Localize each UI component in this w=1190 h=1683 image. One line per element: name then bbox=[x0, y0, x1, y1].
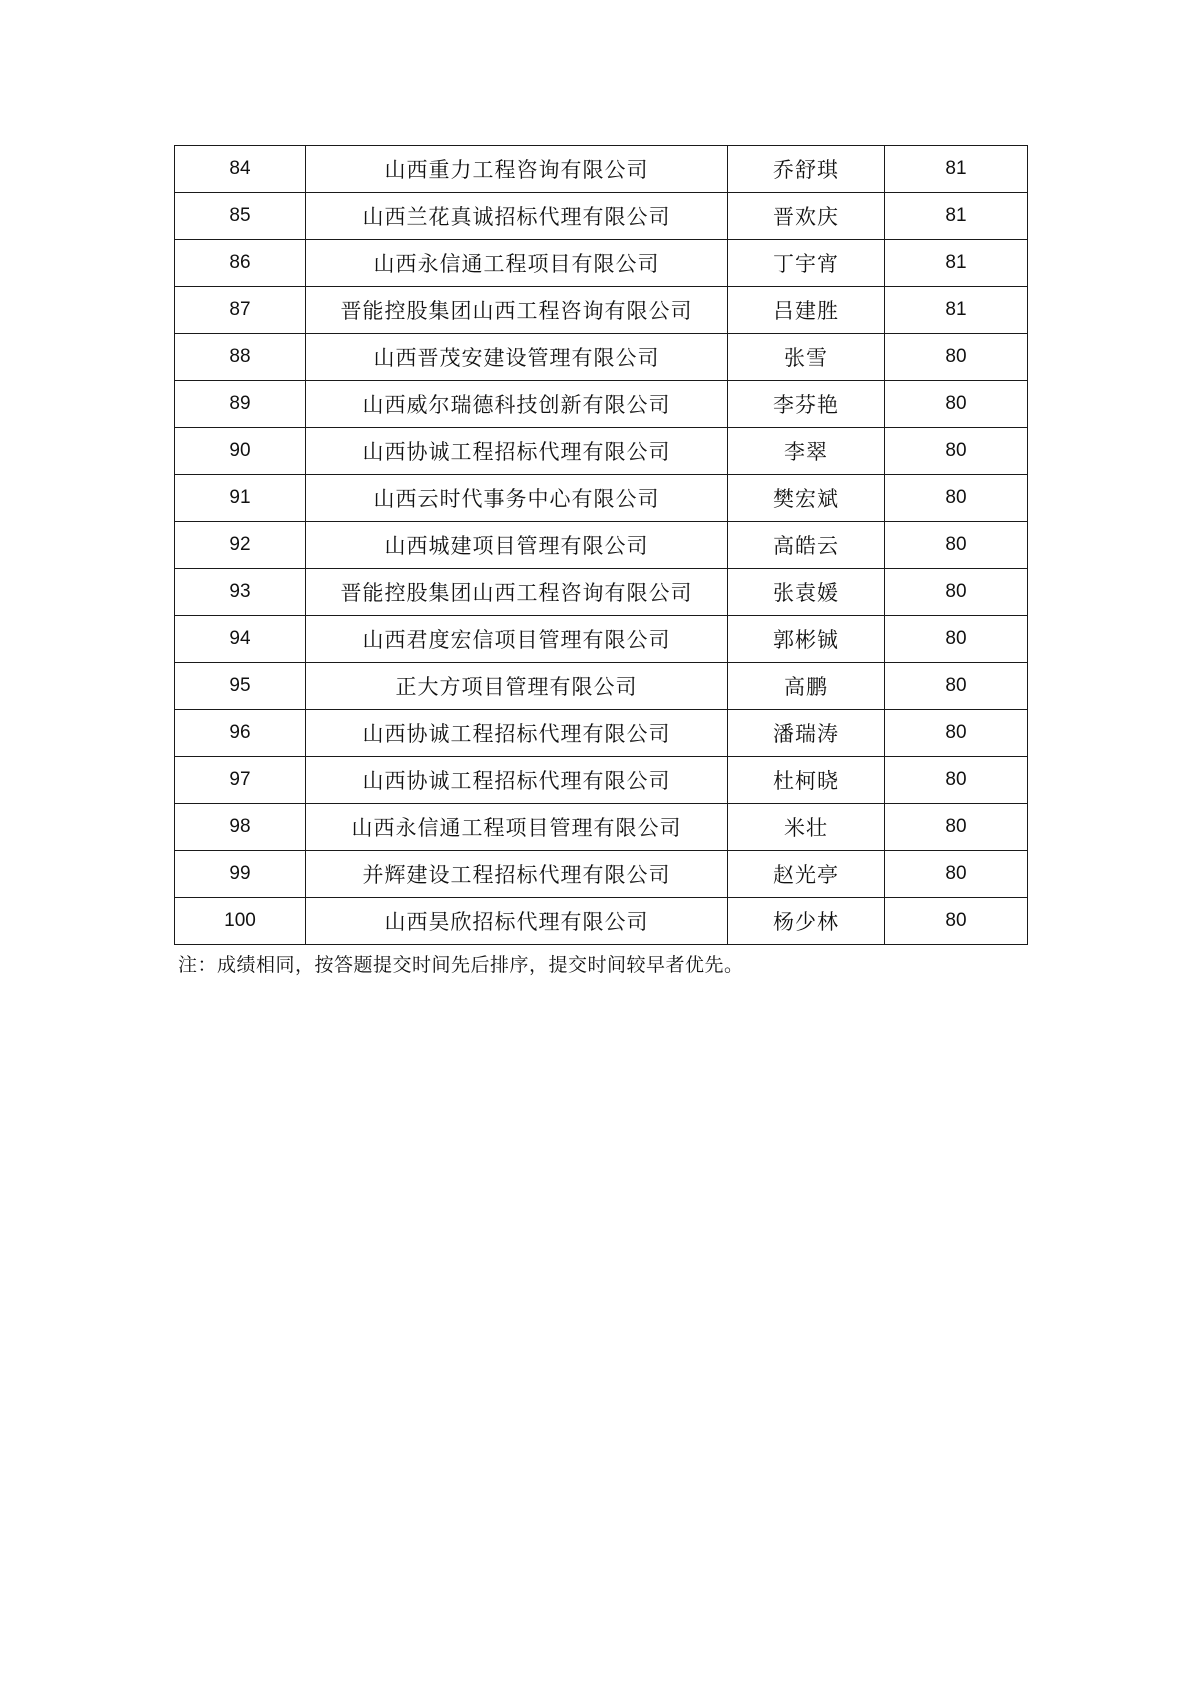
table-row bbox=[175, 851, 1028, 898]
score-cell: 80 bbox=[885, 898, 1028, 945]
score-cell: 81 bbox=[885, 240, 1028, 287]
rank-cell: 90 bbox=[175, 428, 306, 475]
table-row bbox=[175, 334, 1028, 381]
table-row bbox=[175, 710, 1028, 757]
results-table bbox=[174, 145, 1028, 945]
name-cell: 杜柯晓 bbox=[728, 757, 885, 804]
table-row bbox=[175, 616, 1028, 663]
name-cell: 丁宇宵 bbox=[728, 240, 885, 287]
rank-cell: 87 bbox=[175, 287, 306, 334]
rank-cell: 96 bbox=[175, 710, 306, 757]
rank-cell: 100 bbox=[175, 898, 306, 945]
company-cell: 山西云时代事务中心有限公司 bbox=[306, 475, 728, 522]
company-cell: 山西兰花真诚招标代理有限公司 bbox=[306, 193, 728, 240]
rank-cell: 89 bbox=[175, 381, 306, 428]
score-cell: 80 bbox=[885, 710, 1028, 757]
table-row bbox=[175, 569, 1028, 616]
name-cell: 乔舒琪 bbox=[728, 146, 885, 193]
name-cell: 张雪 bbox=[728, 334, 885, 381]
company-cell: 山西城建项目管理有限公司 bbox=[306, 522, 728, 569]
company-cell: 晋能控股集团山西工程咨询有限公司 bbox=[306, 287, 728, 334]
name-cell: 杨少林 bbox=[728, 898, 885, 945]
company-cell: 山西君度宏信项目管理有限公司 bbox=[306, 616, 728, 663]
name-cell: 郭彬铖 bbox=[728, 616, 885, 663]
name-cell: 高皓云 bbox=[728, 522, 885, 569]
table-row bbox=[175, 381, 1028, 428]
rank-cell: 84 bbox=[175, 146, 306, 193]
company-cell: 山西晋茂安建设管理有限公司 bbox=[306, 334, 728, 381]
table-row bbox=[175, 804, 1028, 851]
rank-cell: 86 bbox=[175, 240, 306, 287]
company-cell: 山西协诚工程招标代理有限公司 bbox=[306, 710, 728, 757]
rank-cell: 98 bbox=[175, 804, 306, 851]
rank-cell: 99 bbox=[175, 851, 306, 898]
score-cell: 80 bbox=[885, 334, 1028, 381]
company-cell: 山西协诚工程招标代理有限公司 bbox=[306, 757, 728, 804]
table-row bbox=[175, 193, 1028, 240]
company-cell: 山西协诚工程招标代理有限公司 bbox=[306, 428, 728, 475]
name-cell: 吕建胜 bbox=[728, 287, 885, 334]
name-cell: 米壮 bbox=[728, 804, 885, 851]
name-cell: 李芬艳 bbox=[728, 381, 885, 428]
rank-cell: 85 bbox=[175, 193, 306, 240]
score-cell: 80 bbox=[885, 663, 1028, 710]
score-cell: 81 bbox=[885, 287, 1028, 334]
results-table-body bbox=[175, 146, 1028, 945]
rank-cell: 95 bbox=[175, 663, 306, 710]
company-cell: 山西威尔瑞德科技创新有限公司 bbox=[306, 381, 728, 428]
company-cell: 山西永信通工程项目管理有限公司 bbox=[306, 804, 728, 851]
score-cell: 81 bbox=[885, 193, 1028, 240]
table-row bbox=[175, 287, 1028, 334]
name-cell: 潘瑞涛 bbox=[728, 710, 885, 757]
name-cell: 李翠 bbox=[728, 428, 885, 475]
table-row bbox=[175, 663, 1028, 710]
rank-cell: 92 bbox=[175, 522, 306, 569]
table-row bbox=[175, 898, 1028, 945]
company-cell: 山西永信通工程项目有限公司 bbox=[306, 240, 728, 287]
company-cell: 晋能控股集团山西工程咨询有限公司 bbox=[306, 569, 728, 616]
company-cell: 正大方项目管理有限公司 bbox=[306, 663, 728, 710]
table-row bbox=[175, 522, 1028, 569]
company-cell: 山西重力工程咨询有限公司 bbox=[306, 146, 728, 193]
score-cell: 80 bbox=[885, 522, 1028, 569]
table-row bbox=[175, 240, 1028, 287]
footnote: 注：成绩相同，按答题提交时间先后排序，提交时间较早者优先。 bbox=[178, 954, 744, 976]
rank-cell: 94 bbox=[175, 616, 306, 663]
score-cell: 80 bbox=[885, 475, 1028, 522]
company-cell: 并辉建设工程招标代理有限公司 bbox=[306, 851, 728, 898]
rank-cell: 88 bbox=[175, 334, 306, 381]
score-cell: 80 bbox=[885, 851, 1028, 898]
score-cell: 80 bbox=[885, 757, 1028, 804]
name-cell: 高鹏 bbox=[728, 663, 885, 710]
score-cell: 80 bbox=[885, 428, 1028, 475]
score-cell: 80 bbox=[885, 804, 1028, 851]
name-cell: 张袁媛 bbox=[728, 569, 885, 616]
table-row bbox=[175, 146, 1028, 193]
table-row bbox=[175, 428, 1028, 475]
score-cell: 81 bbox=[885, 146, 1028, 193]
table-row bbox=[175, 475, 1028, 522]
table-row bbox=[175, 757, 1028, 804]
score-cell: 80 bbox=[885, 616, 1028, 663]
rank-cell: 97 bbox=[175, 757, 306, 804]
rank-cell: 93 bbox=[175, 569, 306, 616]
name-cell: 樊宏斌 bbox=[728, 475, 885, 522]
score-cell: 80 bbox=[885, 381, 1028, 428]
rank-cell: 91 bbox=[175, 475, 306, 522]
name-cell: 赵光亭 bbox=[728, 851, 885, 898]
score-cell: 80 bbox=[885, 569, 1028, 616]
name-cell: 晋欢庆 bbox=[728, 193, 885, 240]
company-cell: 山西昊欣招标代理有限公司 bbox=[306, 898, 728, 945]
